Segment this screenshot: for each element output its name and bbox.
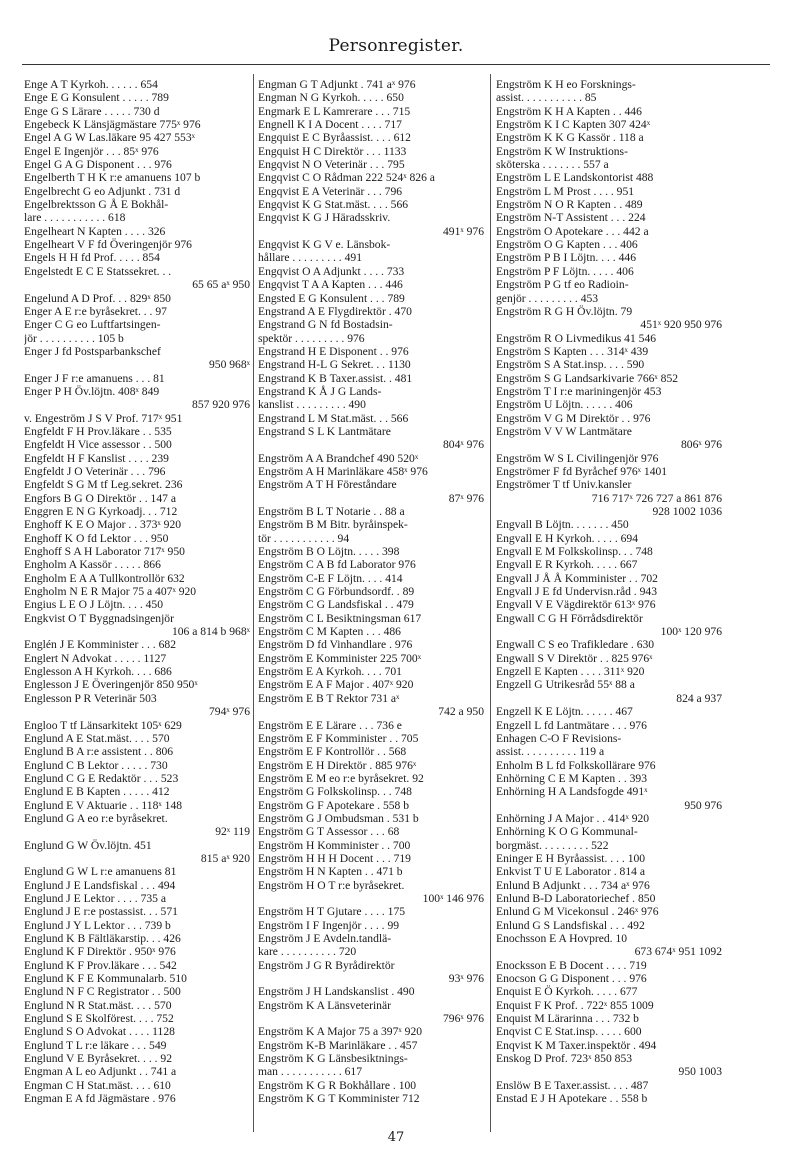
register-entry: 950 968ˣ [208, 358, 250, 372]
register-entry: Enge A T Kyrkoh. . . . . . 654 [24, 78, 158, 91]
register-entry: Engstrand S L K Lantmätare [258, 424, 391, 438]
register-entry: genjör . . . . . . . . . 453 [496, 291, 599, 305]
register-entry: Engvall E H Kyrkoh. . . . . 694 [496, 531, 639, 545]
register-entry: Engström K K G Kassör . 118 a [496, 131, 644, 145]
register-entry: Engström K G Länsbesiktnings- [258, 1052, 408, 1066]
register-entry: Enocson G G Disponent . . . 976 [496, 972, 647, 986]
register-entry: 93ˣ 976 [448, 972, 484, 986]
register-entry: kare . . . . . . . . . . 720 [258, 945, 357, 959]
register-entry: Enhörning H A Landsfogde 491ˣ [496, 785, 648, 799]
register-entry: Englesson A H Kyrkoh. . . . 686 [24, 665, 172, 679]
register-entry: 857 920 976 [192, 398, 250, 412]
register-entry: Engström P G tf eo Radioin- [496, 278, 629, 292]
register-entry: Engström H T Gjutare . . . . 175 [258, 905, 406, 919]
register-entry: Enger C G eo Luftfartsingen- [24, 318, 161, 332]
register-entry: Enlund B Adjunkt . . . 734 aˣ 976 [496, 878, 650, 892]
register-entry: Engel A G W Las.läkare 95 427 553ˣ [24, 131, 196, 145]
register-entry: Englert N Advokat . . . . . 1127 [24, 651, 167, 665]
register-entry: Enquist E Ö Kyrkoh. . . . . 677 [496, 985, 638, 999]
register-column-3 [496, 78, 722, 1128]
register-entry: 673 674ˣ 951 1092 [634, 945, 722, 959]
register-entry: Engvall B Löjtn. . . . . . . 450 [496, 518, 629, 532]
register-entry: Engström K A Länsveterinär [258, 998, 391, 1012]
register-entry: 491ˣ 976 [442, 224, 484, 238]
register-entry: Engelheart V F fd Överingenjör 976 [24, 238, 192, 252]
register-entry: Engström K G T Komminister 712 [258, 1092, 420, 1106]
register-entry: Enstad E J H Apotekare . . 558 b [496, 1092, 648, 1106]
register-entry: Engström J E Avdeln.tandlä- [258, 932, 392, 945]
register-entry: 806ˣ 976 [680, 438, 722, 452]
register-entry: Engfeldt F H Prov.läkare . . 535 [24, 424, 172, 438]
register-entry: Engqvist K G J Häradsskriv. [258, 211, 391, 225]
register-entry: Engelbrecht G eo Adjunkt . 731 d [24, 184, 181, 198]
register-entry: Enqvist K M Taxer.inspektör . 494 [496, 1038, 657, 1052]
register-entry: Engholm E A A Tullkontrollör 632 [24, 571, 185, 585]
page-title: Personregister. [328, 36, 464, 56]
register-entry: 65 65 aˣ 950 [192, 278, 250, 292]
register-entry: Engel G A G Disponent . . . 976 [24, 158, 172, 172]
register-entry: Engmark E L Kamrerare . . . 715 [258, 104, 411, 118]
register-entry: Engström G J Ombudsman . 531 b [258, 811, 419, 825]
register-entry: Engström L E Landskontorist 488 [496, 171, 654, 185]
register-entry: Engström S G Landsarkivarie 766ˣ 852 [496, 371, 679, 385]
register-entry: Engebeck K Länsjägmästare 775ˣ 976 [24, 118, 201, 132]
register-entry: borgmäst. . . . . . . . . 522 [496, 838, 609, 852]
register-entry: Engström H Komminister . . 700 [258, 838, 411, 852]
register-entry: Engfeldt H Vice assessor . . 500 [24, 438, 172, 452]
register-entry: Engström W S L Civilingenjör 976 [496, 451, 659, 465]
page-number: 47 [387, 1130, 405, 1145]
register-entry: Engström S Kapten . . . 314ˣ 439 [496, 344, 649, 358]
register-entry: Engman C H Stat.mäst. . . . 610 [24, 1078, 171, 1092]
register-entry: Engwall C S eo Trafikledare . 630 [496, 638, 655, 652]
register-entry: Engvall J E fd Undervisn.råd . 943 [496, 585, 657, 599]
register-entry: Engstrand G N fd Bostadsin- [258, 318, 393, 332]
register-entry: Englund K B Fältläkarstip. . . 426 [24, 932, 181, 945]
register-entry: Engström E F Komminister . . 705 [258, 731, 419, 745]
register-entry: Engelbrektsson G Å E Bokhål- [24, 198, 169, 212]
register-entry: Englund N F C Registrator . . 500 [24, 985, 181, 999]
register-entry: Englund B A r:e assistent . . 806 [24, 745, 174, 759]
register-entry: Enger J F r:e amanuens . . . 81 [24, 371, 165, 385]
register-entry: Engstrand K B Taxer.assist. . 481 [258, 371, 413, 385]
register-entry: Engstrand L M Stat.mäst. . . 566 [258, 411, 409, 425]
register-entry: Engström H N Kapten . . 471 b [258, 865, 403, 879]
register-entry: Engström G F Apotekare . 558 b [258, 798, 410, 812]
register-entry: Engfeldt S G M tf Leg.sekret. 236 [24, 478, 183, 492]
register-entry: Engvall E M Folkskolinsp. . . 748 [496, 545, 653, 559]
register-entry: Engström P F Löjtn. . . . . 406 [496, 264, 634, 278]
register-entry: Engström J G R Byrådirektör [258, 958, 395, 972]
register-entry: Engström G Folkskolinsp. . . 748 [258, 785, 412, 799]
register-entry: 87ˣ 976 [448, 491, 484, 505]
register-entry: Engström K H eo Forsknings- [496, 78, 636, 91]
register-entry: Engström C-E F Löjtn. . . . 414 [258, 571, 403, 585]
register-entry: Engström H O T r:e byråsekret. [258, 878, 405, 892]
register-entry: Engströmer T tf Univ.kansler [496, 478, 632, 492]
register-entry: 815 aˣ 920 [200, 851, 250, 865]
register-entry: Enggren E N G Kyrkoadj. . . 712 [24, 505, 178, 518]
register-entry: Engqvist N O Veterinär . . . 795 [258, 158, 405, 172]
register-entry: Engstrand H-L G Sekret. . . 1130 [258, 358, 411, 372]
register-entry: Engstrand H E Disponent . . 976 [258, 344, 409, 358]
register-entry: Engvall J Å Å Komminister . . 702 [496, 571, 658, 585]
register-entry: 106 a 814 b 968ˣ [171, 625, 250, 639]
register-entry: Engström B O Löjtn. . . . . 398 [258, 545, 400, 559]
register-entry: assist. . . . . . . . . . . 85 [496, 91, 597, 105]
register-entry: 92ˣ 119 [215, 825, 250, 839]
register-entry: Engwall S V Direktör . . 825 976ˣ [496, 651, 653, 665]
register-entry: Engström T I r:e mariningenjör 453 [496, 384, 662, 398]
register-entry: Engnell K I A Docent . . . . 717 [258, 118, 402, 132]
register-entry: spektör . . . . . . . . . 976 [258, 331, 365, 345]
register-entry: Englund J E Landsfiskal . . . 494 [24, 878, 176, 892]
register-entry: Engström U Löjtn. . . . . . 406 [496, 398, 633, 412]
register-entry: Enochsson E A Hovpred. 10 [496, 932, 628, 945]
register-entry: kanslist . . . . . . . . . 490 [258, 398, 366, 412]
register-entry: hållare . . . . . . . . . 491 [258, 251, 362, 265]
register-entry: jör . . . . . . . . . . 105 b [24, 331, 124, 345]
register-entry: Engzell E Kapten . . . . 311ˣ 920 [496, 665, 645, 679]
register-entry: 794ˣ 976 [208, 705, 250, 719]
register-entry: man . . . . . . . . . . . 617 [258, 1065, 363, 1079]
register-entry: Engström D fd Vinhandlare . 976 [258, 638, 413, 652]
register-entry: Engelstedt E C E Statssekret. . . [24, 264, 172, 278]
register-entry: Engholm N E R Major 75 a 407ˣ 920 [24, 585, 197, 599]
register-entry: Englund N R Stat.mäst. . . . 570 [24, 998, 172, 1012]
register-entry: Englund K F Direktör . 950ˣ 976 [24, 945, 176, 959]
register-entry: v. Engeström J S V Prof. 717ˣ 951 [24, 411, 183, 425]
register-entry: Enskog D Prof. 723ˣ 850 853 [496, 1052, 633, 1066]
register-entry: Engström K W Instruktions- [496, 144, 628, 158]
register-entry: Engqvist K G V e. Länsbok- [258, 238, 391, 252]
register-entry: Engström R O Livmedikus 41 546 [496, 331, 657, 345]
register-entry: 928 1002 1036 [652, 505, 722, 518]
register-entry: Enlund G M Vicekonsul . 246ˣ 976 [496, 905, 659, 919]
register-entry: 804ˣ 976 [442, 438, 484, 452]
register-entry: Engman N G Kyrkoh. . . . . 650 [258, 91, 404, 105]
register-entry: Englund V E Byråsekret. . . . 92 [24, 1052, 173, 1066]
register-entry: Engelund A D Prof. . . 829ˣ 850 [24, 291, 171, 305]
register-entry: Engquist H C Direktör . . . 1133 [258, 144, 407, 158]
register-entry: Engström E A Kyrkoh. . . . 701 [258, 665, 402, 679]
register-entry: Engström A T H Föreståndare [258, 478, 397, 492]
register-entry: Englund J E Lektor . . . . 735 a [24, 891, 167, 905]
register-entry: Englund C G E Redaktör . . . 523 [24, 771, 179, 785]
header-rule [22, 64, 770, 65]
register-entry: Enhörning J A Major . . 414ˣ 920 [496, 811, 650, 825]
register-entry: Englund J Y L Lektor . . . 739 b [24, 918, 171, 932]
register-entry: Engström P B I Löjtn. . . . 446 [496, 251, 636, 265]
register-entry: Englund K F Prov.läkare . . . 542 [24, 958, 177, 972]
register-entry: Enger P H Öv.löjtn. 408ˣ 849 [24, 384, 160, 398]
register-entry: Enhörning C E M Kapten . . 393 [496, 771, 648, 785]
register-entry: Engström K A Major 75 a 397ˣ 920 [258, 1025, 423, 1039]
register-entry: Englund C B Lektor . . . . . 730 [24, 758, 168, 772]
register-entry: Engels H H fd Prof. . . . . 854 [24, 251, 160, 265]
register-entry: Engström R G H Öv.löjtn. 79 [496, 304, 633, 318]
register-entry: Enlund B-D Laboratoriechef . 850 [496, 891, 656, 905]
register-entry: Enger J fd Postsparbankschef [24, 344, 161, 358]
register-entry: Engström K-B Marinläkare . . 457 [258, 1038, 418, 1052]
register-entry: lare . . . . . . . . . . . 618 [24, 211, 126, 225]
register-entry: Engströmer F fd Byråchef 976ˣ 1401 [496, 464, 668, 478]
register-entry: Enger A E r:e byråsekret. . . 97 [24, 304, 167, 318]
register-entry: Enslöw B E Taxer.assist. . . . 487 [496, 1078, 649, 1092]
column-divider [253, 74, 254, 1132]
register-entry: Engström E A F Major . 407ˣ 920 [258, 678, 414, 692]
register-entry: Engquist E C Byråassist. . . . 612 [258, 131, 411, 145]
register-entry: Enghoff S A H Laborator 717ˣ 950 [24, 545, 185, 559]
register-entry: Englund G W L r:e amanuens 81 [24, 865, 177, 879]
register-entry: Engström G T Assessor . . . 68 [258, 825, 400, 839]
register-entry: Engström A A Brandchef 490 520ˣ [258, 451, 419, 465]
register-entry: Enocksson E B Docent . . . . 719 [496, 958, 647, 972]
register-entry: Engström L M Prost . . . . 951 [496, 184, 635, 198]
register-entry: Engström I F Ingenjör . . . . 99 [258, 918, 400, 932]
register-entry: Engström E B T Rektor 731 aˣ [258, 691, 400, 705]
register-entry: Engqvist O A Adjunkt . . . . 733 [258, 264, 405, 278]
register-entry: Englund E V Aktuarie . . 118ˣ 148 [24, 798, 183, 812]
register-entry: Engzell K E Löjtn. . . . . . 467 [496, 705, 633, 719]
register-entry: Engström C M Kapten . . . 486 [258, 625, 401, 639]
register-entry: Englund T L r:e läkare . . . 549 [24, 1038, 167, 1052]
register-entry: Engström B M Bitr. byråinspek- [258, 518, 408, 532]
register-entry: Engström O Apotekare . . . 442 a [496, 224, 649, 238]
register-entry: Engvall V E Vägdirektör 613ˣ 976 [496, 598, 656, 612]
register-entry: Engqvist C O Rådman 222 524ˣ 826 a [258, 171, 435, 185]
register-entry: Englund A E Stat.mäst. . . . 570 [24, 731, 170, 745]
register-entry: Enholm B L fd Folkskollärare 976 [496, 758, 656, 772]
register-entry: Engwall C G H Förrådsdirektör [496, 611, 643, 625]
register-entry: Engvall E R Kyrkoh. . . . . 667 [496, 558, 638, 572]
register-entry: 451ˣ 920 950 976 [640, 318, 722, 332]
register-entry: Engström O G Kapten . . . 406 [496, 238, 638, 252]
register-entry: Engzell G Utrikesråd 55ˣ 88 a [496, 678, 635, 692]
register-entry: Engkvist O T Byggnadsingenjör [24, 611, 174, 625]
register-entry: Eninger E H Byråassist. . . . 100 [496, 851, 646, 865]
register-entry: Engström C L Besiktningsman 617 [258, 611, 422, 625]
register-entry: Engstrand A E Flygdirektör . 470 [258, 304, 412, 318]
register-entry: Engström C G Landsfiskal . . 479 [258, 598, 414, 612]
register-entry: Engström V V W Lantmätare [496, 424, 632, 438]
register-entry: Engström K H A Kapten . . 446 [496, 104, 642, 118]
register-entry: Engström E F Kontrollör . . 568 [258, 745, 407, 759]
register-entry: Engman G T Adjunkt . 741 aˣ 976 [258, 78, 416, 91]
register-entry: Engfors B G O Direktör . . 147 a [24, 491, 176, 505]
register-entry: Engström H H H Docent . . . 719 [258, 851, 411, 865]
register-entry: Engqvist T A A Kapten . . . 446 [258, 278, 403, 292]
register-entry: Engqvist K G Stat.mäst. . . . 566 [258, 198, 409, 212]
register-entry: 742 a 950 [438, 705, 484, 719]
register-entry: 950 976 [684, 798, 722, 812]
register-entry: Enqvist C E Stat.insp. . . . . 600 [496, 1025, 642, 1039]
register-entry: Engström E H Direktör . 885 976ˣ [258, 758, 417, 772]
register-entry: Engelberth T H K r:e amanuens 107 b [24, 171, 201, 185]
register-entry: Enquist F K Prof. . 722ˣ 855 1009 [496, 998, 654, 1012]
register-entry: Englén J E Komminister . . . 682 [24, 638, 176, 652]
register-entry: Enge E G Konsulent . . . . . 789 [24, 91, 169, 105]
register-entry: Engström S A Stat.insp. . . . 590 [496, 358, 645, 372]
register-entry: Engqvist E A Veterinär . . . 796 [258, 184, 403, 198]
register-entry: Engfeldt J O Veterinär . . . 796 [24, 464, 166, 478]
register-entry: sköterska . . . . . . . 557 a [496, 158, 609, 172]
register-entry: Engzell L fd Lantmätare . . . 976 [496, 718, 647, 732]
register-entry: Engström E M eo r:e byråsekret. 92 [258, 771, 424, 785]
register-entry: Engström A H Marinläkare 458ˣ 976 [258, 464, 428, 478]
register-entry: Englesson J E Överingenjör 850 950ˣ [24, 678, 198, 692]
register-entry: Engfeldt H F Kanslist . . . . 239 [24, 451, 169, 465]
register-entry: 796ˣ 976 [442, 1012, 484, 1026]
register-entry: Englund S O Advokat . . . . 1128 [24, 1025, 175, 1039]
register-entry: Engström C G Förbundsordf. . 89 [258, 585, 415, 599]
register-entry: Engström N O R Kapten . . 489 [496, 198, 643, 212]
register-entry: Engsted E G Konsulent . . . 789 [258, 291, 405, 305]
register-entry: Engström E E Lärare . . . 736 e [258, 718, 402, 732]
register-entry: Engström B L T Notarie . . 88 a [258, 505, 405, 518]
register-entry: Engelheart N Kapten . . . . 326 [24, 224, 166, 238]
register-entry: Englund E B Kapten . . . . . 412 [24, 785, 170, 799]
register-entry: Enhagen C-O F Revisions- [496, 731, 622, 745]
register-entry: Enghoff K O fd Lektor . . . 950 [24, 531, 169, 545]
register-entry: Engström C A B fd Laborator 976 [258, 558, 416, 572]
register-entry: Engius L E O J Löjtn. . . . 450 [24, 598, 164, 612]
register-entry: Engström E Komminister 225 700ˣ [258, 651, 422, 665]
register-entry: Englesson P R Veterinär 503 [24, 691, 157, 705]
register-entry: Englund K F E Kommunalarb. 510 [24, 972, 187, 986]
register-entry: Englund J E r:e postassist. . . 571 [24, 905, 178, 919]
register-entry: Englund S E Skolförest. . . . 752 [24, 1012, 174, 1026]
register-entry: Engström K I C Kapten 307 424ˣ [496, 118, 651, 132]
register-entry: Engström V G M Direktör . . 976 [496, 411, 651, 425]
register-entry: Englund G A eo r:e byråsekret. [24, 811, 168, 825]
register-entry: Engström N-T Assistent . . . 224 [496, 211, 646, 225]
register-entry: 950 1003 [678, 1065, 722, 1079]
register-entry: Engloo T tf Länsarkitekt 105ˣ 629 [24, 718, 182, 732]
register-entry: 716 717ˣ 726 727 a 861 876 [591, 491, 722, 505]
register-entry: 824 a 937 [676, 691, 722, 705]
register-entry: Engstrand K Å J G Lands- [258, 384, 382, 398]
register-entry: Engman A L eo Adjunkt . . 741 a [24, 1065, 177, 1079]
register-entry: Engström K G R Bokhållare . 100 [258, 1078, 417, 1092]
register-entry: Englund G W Öv.löjtn. 451 [24, 838, 152, 852]
register-entry: Enghoff K E O Major . . 373ˣ 920 [24, 518, 182, 532]
register-column-2 [258, 78, 484, 1128]
register-entry: Enge G S Lärare . . . . . 730 d [24, 104, 160, 118]
register-entry: Engström J H Landskanslist . 490 [258, 985, 415, 999]
register-entry: Enlund G S Landsfiskal . . . 492 [496, 918, 645, 932]
register-entry: tör . . . . . . . . . . . 94 [258, 531, 350, 545]
column-divider [490, 74, 491, 1132]
register-entry: Enkvist T U E Laborator . 814 a [496, 865, 645, 879]
register-entry: Enquist M Lärarinna . . . 732 b [496, 1012, 639, 1026]
register-entry: Enhörning K O G Kommunal- [496, 825, 638, 839]
register-entry: 100ˣ 146 976 [422, 891, 484, 905]
register-entry: Engman E A fd Jägmästare . 976 [24, 1092, 176, 1106]
register-entry: Engholm A Kassör . . . . . 866 [24, 558, 161, 572]
register-column-1 [24, 78, 250, 1128]
register-entry: assist. . . . . . . . . . 119 a [496, 745, 605, 759]
register-entry: Engel E Ingenjör . . . 85ˣ 976 [24, 144, 159, 158]
register-entry: 100ˣ 120 976 [660, 625, 722, 639]
